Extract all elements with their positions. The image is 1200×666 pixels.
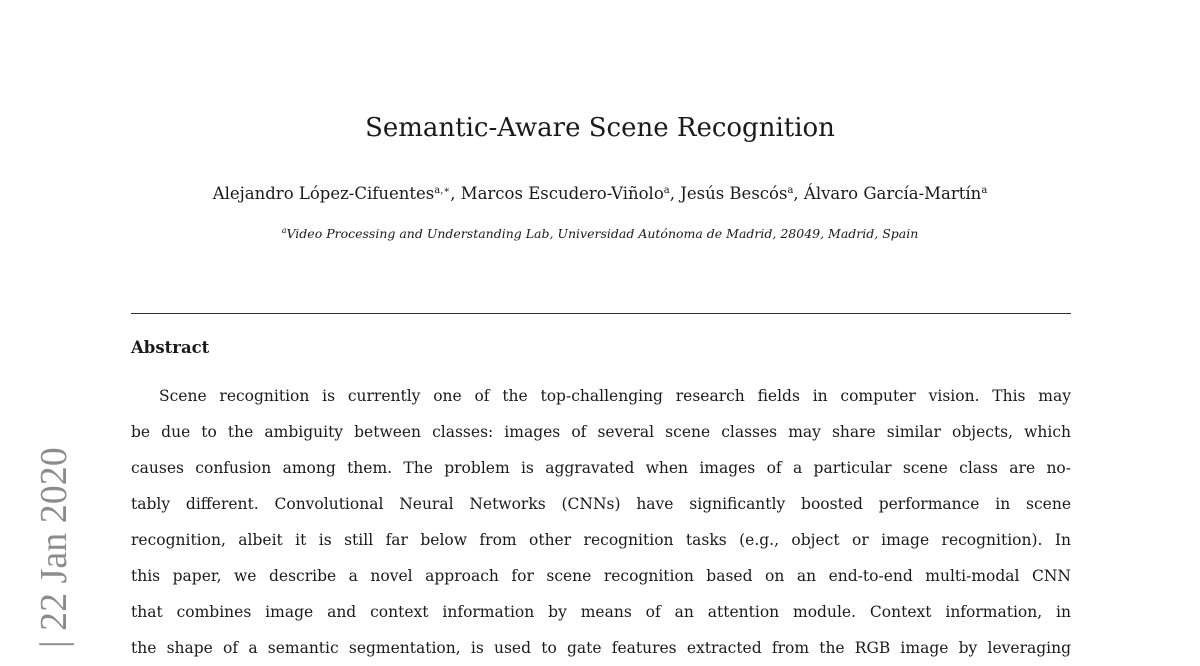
author-3: Jesús Bescós$^a$, [680, 184, 804, 203]
abstract-heading: Abstract [131, 338, 210, 357]
arxiv-date-stamp: | 22 Jan 2020 [33, 447, 75, 648]
abstract-line: causes confusion among them. The problem is aggravated when images of a particular scene class are no- [131, 459, 1071, 477]
author-list [0, 182, 1200, 206]
header-rule [131, 313, 1071, 314]
author-4: Álvaro García-Martín$^a$ [803, 184, 988, 203]
affiliation-text: Video Processing and Understanding Lab, Universidad Autónoma de Madrid, 28049, Madrid, Spain [286, 226, 919, 241]
abstract-line: the shape of a semantic segmentation, is used to gate features extracted from the RGB image by leveraging [131, 639, 1071, 657]
abstract-line: this paper, we describe a novel approach for scene recognition based on an end-to-end multi-modal CNN [131, 567, 1071, 585]
abstract-line: that combines image and context information by means of an attention module. Context information, in [131, 603, 1071, 621]
author-2: Marcos Escudero-Viñolo$^a$, [460, 184, 681, 203]
affiliation-mark: a [281, 226, 287, 235]
affiliation [0, 224, 1200, 244]
abstract-line: be due to the ambiguity between classes: images of several scene classes may share similar objects, which [131, 423, 1071, 441]
abstract-line: Scene recognition is currently one of the top-challenging research fields in computer vision. This may [159, 387, 1071, 405]
arxiv-sidebar [30, 420, 78, 648]
abstract-body [131, 378, 1071, 666]
abstract-line: tably different. Convolutional Neural Networks (CNNs) have significantly boosted performance in scene [131, 495, 1071, 513]
paper-title: Semantic-Aware Scene Recognition [365, 113, 835, 143]
author-1: Alejandro López-Cifuentes$^{a,∗}$, [212, 184, 461, 203]
abstract-line: recognition, albeit it is still far below from other recognition tasks (e.g., object or image recognition). In [131, 531, 1071, 549]
